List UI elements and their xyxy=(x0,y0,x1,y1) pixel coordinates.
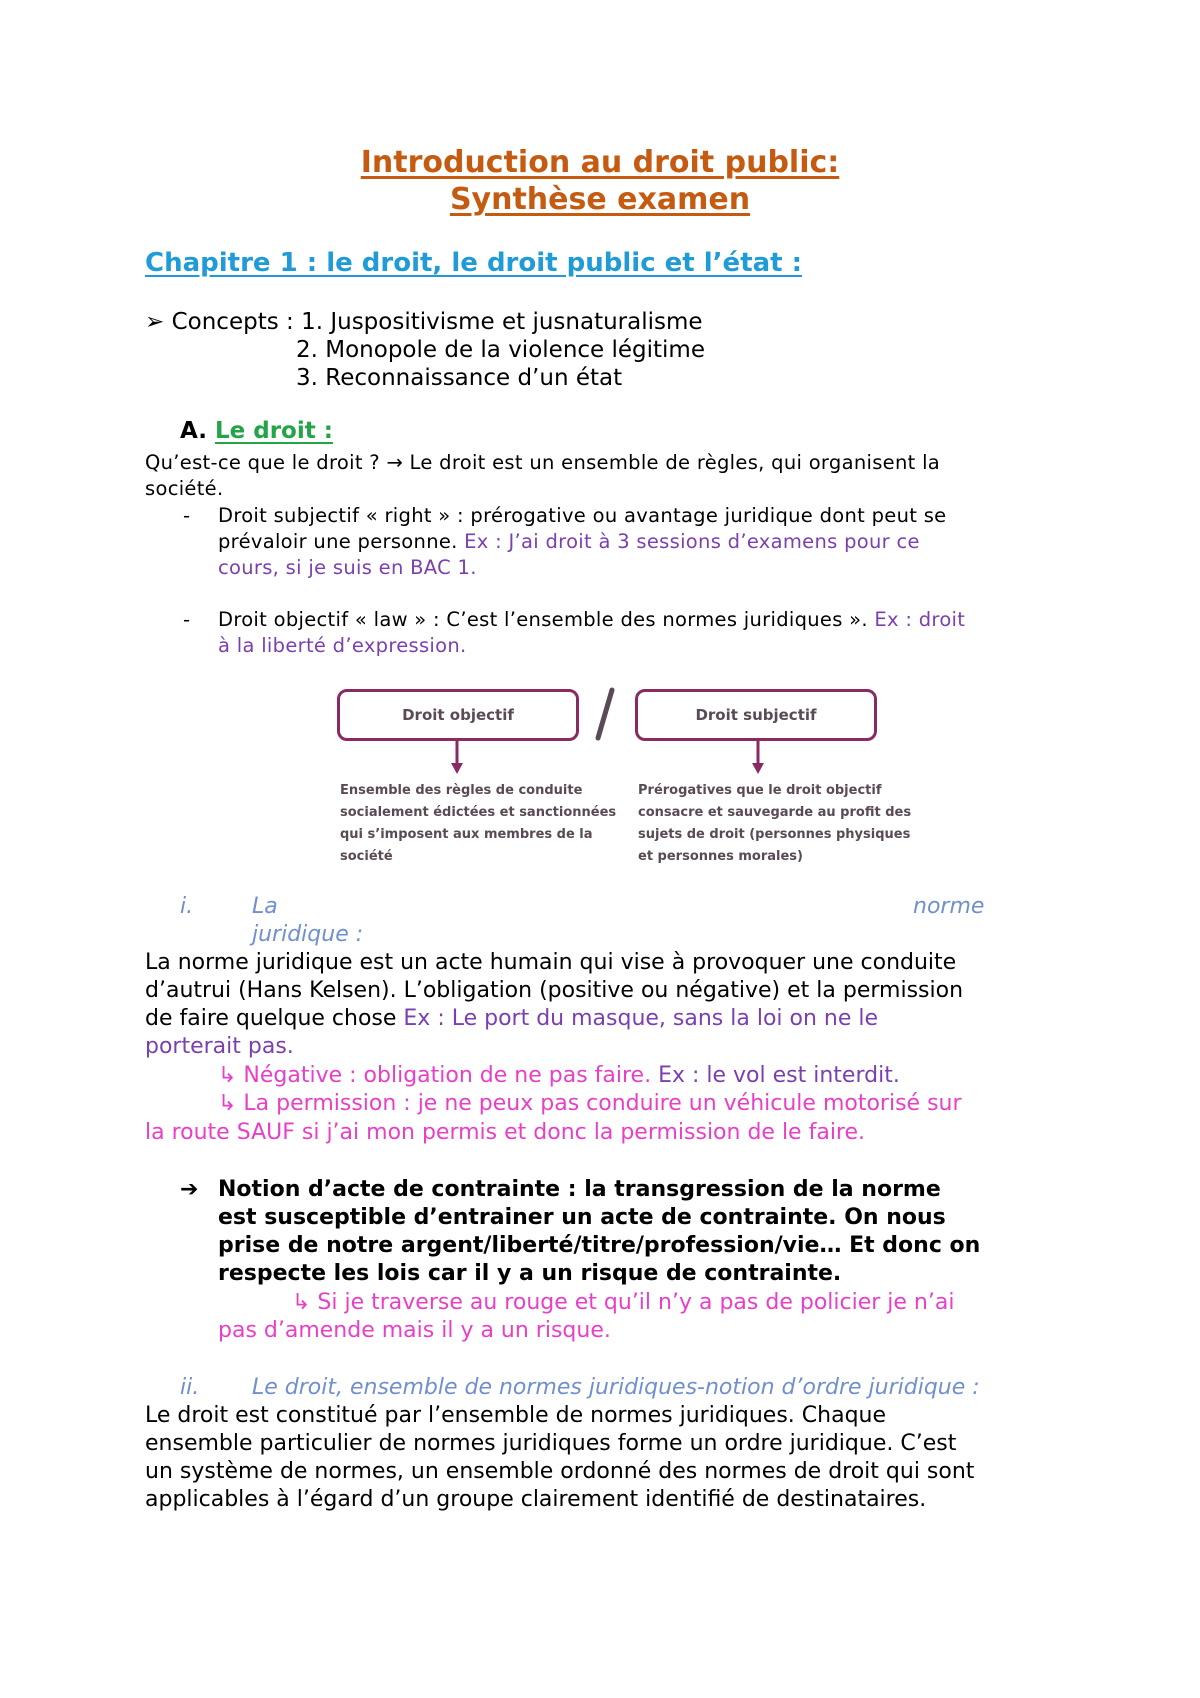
permission-line2: la route SAUF si j’ai mon permis et donc la permission de le faire. xyxy=(145,1120,866,1145)
subjectif-line2: prévaloir une personne. Ex : J’ai droit à 3 sessions d’examens pour ce xyxy=(218,530,920,553)
concept-item-1: 1. Juspositivisme et jusnaturalisme xyxy=(301,309,703,335)
intro-line1: Qu’est-ce que le droit ? → Le droit est un ensemble de règles, qui organisent la xyxy=(145,451,941,474)
norme-example: Ex : Le port du masque, sans la loi on ne le xyxy=(403,1006,879,1031)
contrainte-line3: prise de notre argent/liberté/titre/profession/vie… Et donc on xyxy=(218,1233,981,1258)
norme-line1: La norme juridique est un acte humain qui vise à provoquer une conduite xyxy=(145,950,957,975)
subjectif-example-line3: cours, si je suis en BAC 1. xyxy=(218,556,477,579)
ordre-line1: Le droit est constitué par l’ensemble de normes juridiques. Chaque xyxy=(145,1403,887,1428)
norme-line3: de faire quelque chose Ex : Le port du masque, sans la loi on ne le xyxy=(145,1006,879,1031)
subheading-i-word1: La xyxy=(252,894,278,919)
diagram-box-droit-subjectif: Droit subjectif xyxy=(635,689,877,741)
subjectif-example: Ex : J’ai droit à 3 sessions d’examens pour ce xyxy=(464,530,920,553)
subheading-i-number: i. xyxy=(180,894,194,919)
subjectif-line1: Droit subjectif « right » : prérogative ou avantage juridique dont peut se xyxy=(218,504,947,527)
contrainte-arrow-icon: ➔ xyxy=(180,1177,199,1202)
diagram-arrow-right-icon xyxy=(751,741,765,775)
diagram-box-droit-objectif: Droit objectif xyxy=(337,689,579,741)
section-a-heading xyxy=(180,418,333,444)
subheading-ii-title: Le droit, ensemble de normes juridiques-notion d’ordre juridique : xyxy=(252,1375,980,1400)
norme-example-line4: porterait pas. xyxy=(145,1034,294,1059)
subheading-i-word3: juridique : xyxy=(252,922,364,947)
ordre-line3: un système de normes, un ensemble ordonné des normes de droit qui sont xyxy=(145,1459,975,1484)
contrainte-line1: Notion d’acte de contrainte : la transgression de la norme xyxy=(218,1177,941,1202)
ordre-line2: ensemble particulier de normes juridiques forme un ordre juridique. C’est xyxy=(145,1431,957,1456)
document-title-line1: Introduction au droit public: xyxy=(360,145,840,180)
diagram-text-objectif: Ensemble des règles de conduite socialement édictées et sanctionnées qui s’imposent aux membres de la société xyxy=(340,783,617,864)
subheading-ii-number: ii. xyxy=(180,1375,200,1400)
contrainte-line2: est susceptible d’entrainer un acte de contrainte. On nous xyxy=(218,1205,946,1230)
chapter-heading: Chapitre 1 : le droit, le droit public et l’état : xyxy=(145,248,803,278)
objectif-dash: - xyxy=(183,608,191,631)
concept-item-2: 2. Monopole de la violence légitime xyxy=(296,337,705,363)
diagram-arrow-left-icon xyxy=(450,741,464,775)
norme-line2: d’autrui (Hans Kelsen). L’obligation (positive ou négative) et la permission xyxy=(145,978,964,1003)
intro-line2: société. xyxy=(145,477,224,500)
ordre-line4: applicables à l’égard d’un groupe clairement identifié de destinataires. xyxy=(145,1487,927,1512)
section-a-letter: A. xyxy=(180,418,215,444)
objectif-line1: Droit objectif « law » : C’est l’ensemble des normes juridiques ». Ex : droit xyxy=(218,608,966,631)
diagram-text-subjectif: Prérogatives que le droit objectif consacre et sauvegarde au profit des sujets de droit (personnes physiques et personnes morales) xyxy=(638,783,912,864)
document-title-line2: Synthèse examen xyxy=(449,182,751,217)
negative-example: Ex : le vol est interdit. xyxy=(658,1063,900,1088)
concepts-label: Concepts : xyxy=(171,309,302,335)
contrainte-example-line1: ↳ Si je traverse au rouge et qu’il n’y a pas de policier je n’ai xyxy=(292,1290,955,1315)
permission-line1: ↳ La permission : je ne peux pas conduire un véhicule motorisé sur xyxy=(218,1091,962,1116)
objectif-example-line2: à la liberté d’expression. xyxy=(218,634,467,657)
contrainte-example-line2: pas d’amende mais il y a un risque. xyxy=(218,1318,611,1343)
concepts-bullet-icon: ➢ xyxy=(145,309,165,335)
subjectif-dash: - xyxy=(183,504,191,527)
contrainte-line4: respecte les lois car il y a un risque de contrainte. xyxy=(218,1261,842,1286)
section-a-label: Le droit : xyxy=(214,418,333,444)
diagram-slash xyxy=(590,686,620,742)
objectif-example: Ex : droit xyxy=(874,608,966,631)
concepts-line xyxy=(145,309,703,335)
subheading-i-word2: norme xyxy=(913,894,985,919)
concept-item-3: 3. Reconnaissance d’un état xyxy=(296,365,623,391)
negative-line: ↳ Négative : obligation de ne pas faire. Ex : le vol est interdit. xyxy=(218,1063,900,1088)
